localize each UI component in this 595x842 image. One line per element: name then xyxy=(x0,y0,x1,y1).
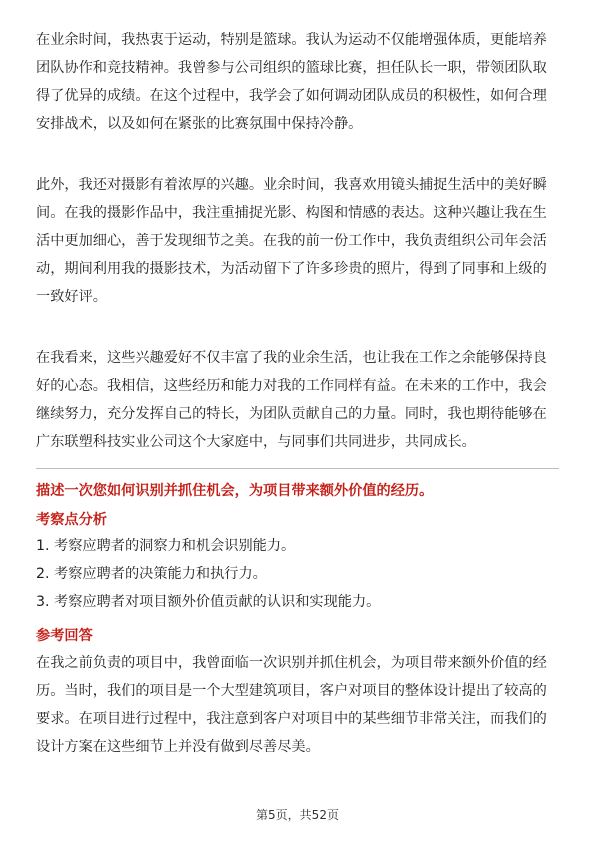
text-line: 得了优异的成绩。在这个过程中，我学会了如何调动团队成员的积极性，如何合理 xyxy=(36,88,547,104)
text-line: 活中更加细心，善于发现细节之美。在我的前一份工作中，我负责组织公司年会活 xyxy=(36,233,547,249)
answer-heading: 参考回答 xyxy=(36,628,93,644)
page-number: 第5页，共52页 xyxy=(256,808,339,822)
text-line: 团队协作和竞技精神。我曾参与公司组织的篮球比赛，担任队长一职，带领团队取 xyxy=(36,60,547,76)
text-line: 间。在我的摄影作品中，我注重捕捉光影、构图和情感的表达。这种兴趣让我在生 xyxy=(36,205,547,221)
text-line: 历。当时，我们的项目是一个大型建筑项目，客户对项目的整体设计提出了较高的 xyxy=(36,683,547,699)
text-line: 继续努力，充分发挥自己的特长，为团队贡献自己的力量。同时，我也期待能够在 xyxy=(36,406,547,422)
text-line: 要求。在项目进行过程中，我注意到客户对项目中的某些细节非常关注，而我们的 xyxy=(36,711,547,727)
text-line: 设计方案在这些细节上并没有做到尽善尽美。 xyxy=(36,739,320,755)
question-heading: 描述一次您如何识别并抓住机会，为项目带来额外价值的经历。 xyxy=(36,483,434,499)
text-line: 好的心态。我相信，这些经历和能力对我的工作同样有益。在未来的工作中，我会 xyxy=(36,378,547,394)
text-line: 在我之前负责的项目中，我曾面临一次识别并抓住机会，为项目带来额外价值的经 xyxy=(36,655,547,671)
section-divider xyxy=(36,468,559,469)
text-line: 在业余时间，我热衷于运动，特别是篮球。我认为运动不仅能增强体质，更能培养 xyxy=(36,32,547,48)
analysis-heading: 考察点分析 xyxy=(36,512,107,528)
analysis-item: 2. 考察应聘者的决策能力和执行力。 xyxy=(36,566,267,582)
text-line: 一致好评。 xyxy=(36,289,107,305)
text-line: 安排战术，以及如何在紧张的比赛氛围中保持冷静。 xyxy=(36,116,363,132)
analysis-item: 3. 考察应聘者对项目额外价值贡献的认识和实现能力。 xyxy=(36,594,381,610)
text-line: 在我看来，这些兴趣爱好不仅丰富了我的业余生活，也让我在工作之余能够保持良 xyxy=(36,350,547,366)
analysis-item: 1. 考察应聘者的洞察力和机会识别能力。 xyxy=(36,538,296,554)
text-line: 此外，我还对摄影有着浓厚的兴趣。业余时间，我喜欢用镜头捕捉生活中的美好瞬 xyxy=(36,177,547,193)
text-line: 动，期间利用我的摄影技术，为活动留下了许多珍贵的照片，得到了同事和上级的 xyxy=(36,261,547,277)
text-line: 广东联塑科技实业公司这个大家庭中，与同事们共同进步，共同成长。 xyxy=(36,434,476,450)
